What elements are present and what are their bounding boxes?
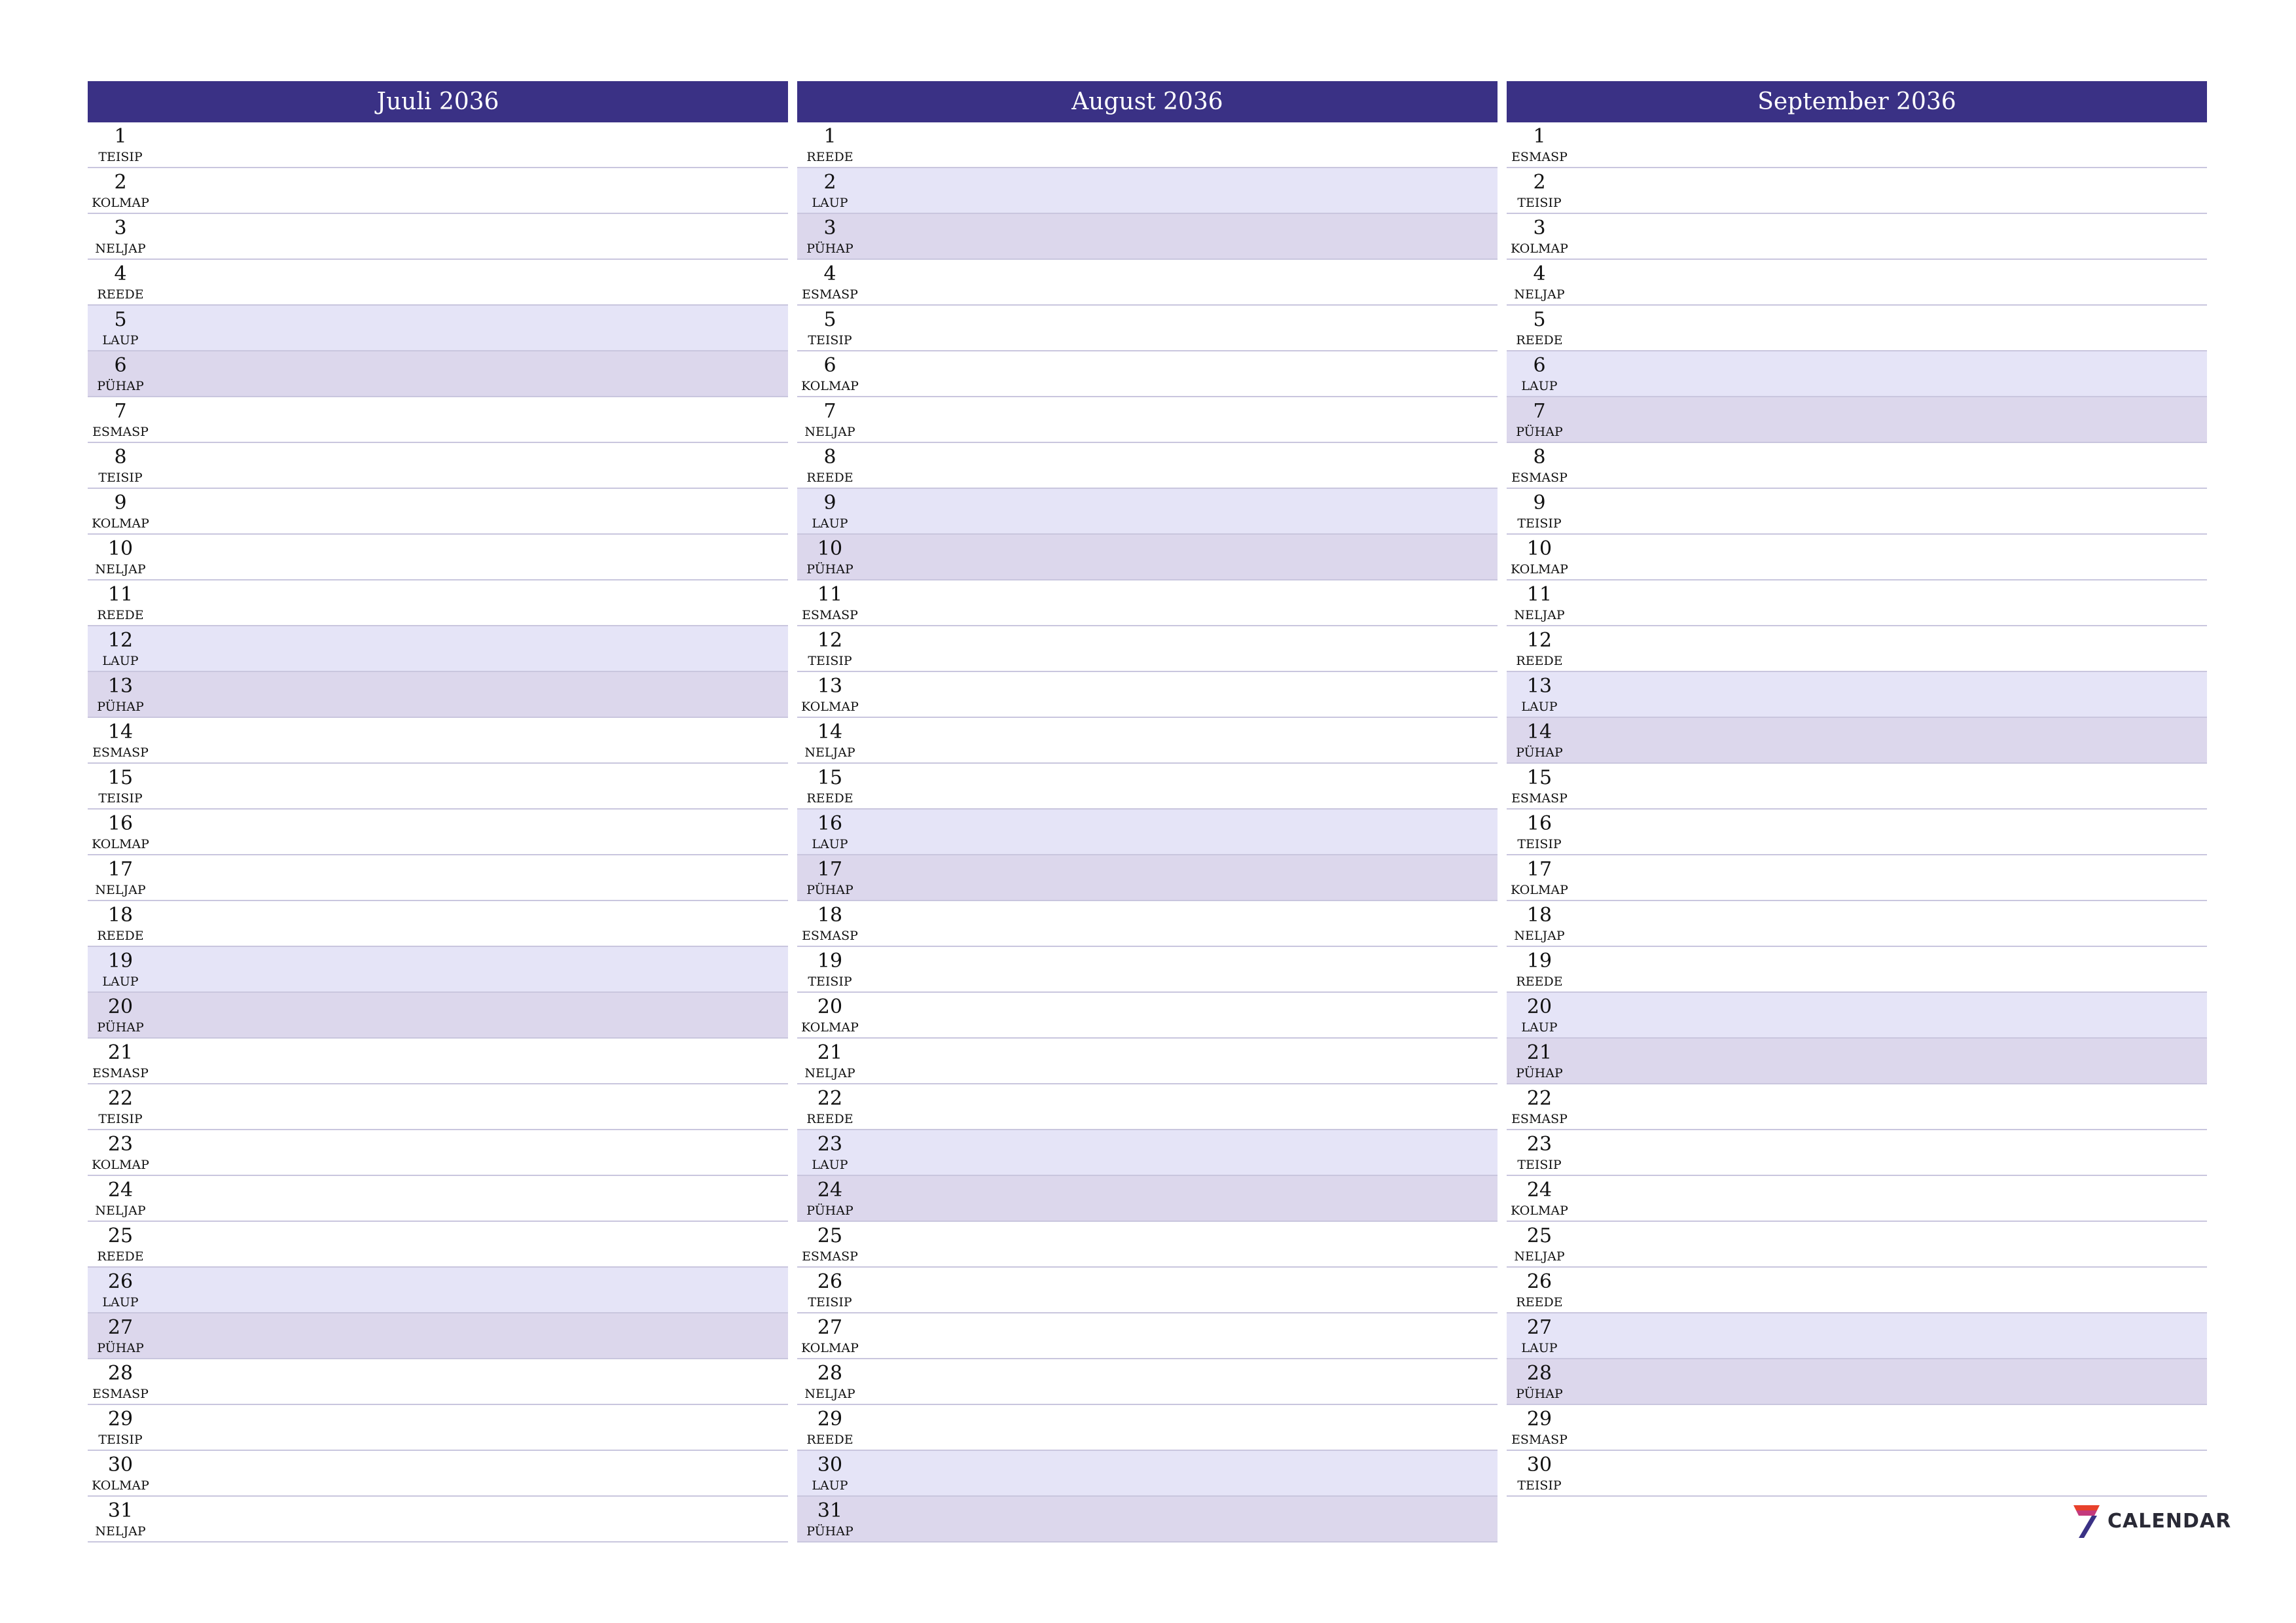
day-number: 10 xyxy=(107,537,134,560)
day-row xyxy=(1507,580,2207,626)
day-number: 18 xyxy=(1526,904,1552,927)
day-row xyxy=(1507,306,2207,351)
day-number: 22 xyxy=(1526,1087,1552,1110)
weekday-label: NELJAP xyxy=(1514,287,1565,302)
weekday-label: KOLMAP xyxy=(92,1478,149,1493)
day-row xyxy=(88,901,788,947)
weekday-label: KOLMAP xyxy=(801,1341,859,1355)
day-number: 23 xyxy=(817,1133,843,1156)
day-row xyxy=(88,1497,788,1543)
weekday-label: TEISIP xyxy=(808,1295,852,1310)
day-row xyxy=(88,122,788,168)
day-number: 11 xyxy=(107,583,134,606)
weekday-label: REEDE xyxy=(1516,654,1563,668)
day-row xyxy=(88,443,788,489)
day-list xyxy=(1507,122,2207,1497)
weekday-label: ESMASP xyxy=(92,745,149,760)
day-row xyxy=(1507,993,2207,1039)
day-row xyxy=(1507,351,2207,397)
day-row xyxy=(797,580,1498,626)
day-number: 31 xyxy=(107,1499,134,1522)
weekday-label: ESMASP xyxy=(802,608,858,622)
brand-logo xyxy=(2071,1503,2231,1539)
day-number: 21 xyxy=(817,1041,843,1064)
weekday-label: TEISIP xyxy=(98,1433,143,1447)
day-row xyxy=(88,1268,788,1313)
weekday-label: KOLMAP xyxy=(801,700,859,714)
day-row xyxy=(1507,1176,2207,1222)
day-number: 15 xyxy=(107,766,134,789)
day-number: 9 xyxy=(1533,491,1546,514)
day-number: 13 xyxy=(107,675,134,698)
day-list xyxy=(88,122,788,1543)
day-number: 1 xyxy=(1533,125,1546,148)
day-number: 28 xyxy=(817,1362,843,1385)
day-number: 29 xyxy=(107,1408,134,1431)
weekday-label: ESMASP xyxy=(802,1249,858,1264)
day-number: 27 xyxy=(107,1316,134,1339)
day-number: 2 xyxy=(114,171,127,194)
day-row xyxy=(88,260,788,306)
weekday-label: LAUP xyxy=(102,333,139,348)
day-row xyxy=(88,764,788,810)
day-row xyxy=(88,1084,788,1130)
weekday-label: PÜHAP xyxy=(97,700,144,714)
day-number: 9 xyxy=(823,491,836,514)
day-number: 30 xyxy=(1526,1454,1552,1476)
day-row xyxy=(1507,443,2207,489)
weekday-label: PÜHAP xyxy=(806,562,853,577)
day-row xyxy=(1507,260,2207,306)
weekday-label: REEDE xyxy=(806,471,853,485)
day-row xyxy=(1507,1084,2207,1130)
weekday-label: NELJAP xyxy=(1514,929,1565,943)
weekday-label: TEISIP xyxy=(808,974,852,989)
day-number: 19 xyxy=(1526,950,1552,972)
day-row xyxy=(797,168,1498,214)
weekday-label: KOLMAP xyxy=(92,1158,149,1172)
day-number: 10 xyxy=(1526,537,1552,560)
day-number: 20 xyxy=(107,995,134,1018)
day-number: 27 xyxy=(1526,1316,1552,1339)
weekday-label: ESMASP xyxy=(1511,471,1568,485)
day-row xyxy=(797,1084,1498,1130)
day-number: 5 xyxy=(114,308,127,331)
weekday-label: ESMASP xyxy=(92,425,149,439)
day-number: 4 xyxy=(1533,262,1546,285)
day-row xyxy=(1507,1405,2207,1451)
day-row xyxy=(797,260,1498,306)
day-number: 11 xyxy=(817,583,843,606)
day-number: 14 xyxy=(817,721,843,743)
day-row xyxy=(1507,168,2207,214)
weekday-label: NELJAP xyxy=(95,883,146,897)
weekday-label: LAUP xyxy=(812,196,848,210)
day-number: 3 xyxy=(823,217,836,240)
weekday-label: NELJAP xyxy=(95,562,146,577)
weekday-label: PÜHAP xyxy=(806,241,853,256)
weekday-label: TEISIP xyxy=(1517,837,1562,851)
weekday-label: NELJAP xyxy=(95,241,146,256)
day-row xyxy=(88,397,788,443)
day-number: 19 xyxy=(817,950,843,972)
day-number: 11 xyxy=(1526,583,1552,606)
day-row xyxy=(88,626,788,672)
day-number: 25 xyxy=(107,1224,134,1247)
day-number: 17 xyxy=(107,858,134,881)
weekday-label: TEISIP xyxy=(808,333,852,348)
day-row xyxy=(797,1359,1498,1405)
day-row xyxy=(1507,718,2207,764)
month-column-august xyxy=(797,81,1498,1544)
day-row xyxy=(88,810,788,855)
day-number: 2 xyxy=(823,171,836,194)
day-number: 3 xyxy=(114,217,127,240)
weekday-label: REEDE xyxy=(97,287,144,302)
day-row xyxy=(797,947,1498,993)
weekday-label: ESMASP xyxy=(802,929,858,943)
month-column-july xyxy=(88,81,788,1544)
day-row xyxy=(797,443,1498,489)
weekday-label: LAUP xyxy=(812,837,848,851)
weekday-label: ESMASP xyxy=(802,287,858,302)
weekday-label: LAUP xyxy=(1521,1020,1558,1035)
month-header: Juuli 2036 xyxy=(88,81,788,122)
day-row xyxy=(797,1176,1498,1222)
weekday-label: LAUP xyxy=(812,1158,848,1172)
day-number: 29 xyxy=(817,1408,843,1431)
day-row xyxy=(797,535,1498,580)
weekday-label: PÜHAP xyxy=(1516,425,1563,439)
day-row xyxy=(1507,810,2207,855)
weekday-label: PÜHAP xyxy=(806,1524,853,1539)
day-row xyxy=(1507,1039,2207,1084)
day-row xyxy=(88,168,788,214)
day-number: 4 xyxy=(823,262,836,285)
day-row xyxy=(1507,489,2207,535)
day-number: 13 xyxy=(817,675,843,698)
day-row xyxy=(1507,1451,2207,1497)
day-row xyxy=(88,535,788,580)
day-row xyxy=(88,351,788,397)
day-number: 24 xyxy=(1526,1179,1552,1202)
day-row xyxy=(88,489,788,535)
day-number: 22 xyxy=(107,1087,134,1110)
day-row xyxy=(1507,1313,2207,1359)
day-row xyxy=(797,214,1498,260)
weekday-label: NELJAP xyxy=(804,425,855,439)
day-number: 16 xyxy=(1526,812,1552,835)
weekday-label: REEDE xyxy=(97,608,144,622)
weekday-label: PÜHAP xyxy=(806,883,853,897)
day-row xyxy=(88,1130,788,1176)
day-row xyxy=(88,214,788,260)
day-row xyxy=(1507,1130,2207,1176)
day-row xyxy=(797,993,1498,1039)
day-row xyxy=(797,901,1498,947)
day-row xyxy=(1507,1268,2207,1313)
day-number: 7 xyxy=(114,400,127,423)
day-row xyxy=(797,489,1498,535)
day-number: 6 xyxy=(114,354,127,377)
day-number: 17 xyxy=(817,858,843,881)
weekday-label: PÜHAP xyxy=(806,1204,853,1218)
weekday-label: TEISIP xyxy=(1517,196,1562,210)
weekday-label: KOLMAP xyxy=(92,837,149,851)
day-row xyxy=(88,580,788,626)
day-number: 19 xyxy=(107,950,134,972)
weekday-label: NELJAP xyxy=(1514,608,1565,622)
day-number: 16 xyxy=(107,812,134,835)
weekday-label: REEDE xyxy=(97,929,144,943)
weekday-label: LAUP xyxy=(812,516,848,531)
day-number: 29 xyxy=(1526,1408,1552,1431)
day-row xyxy=(797,1039,1498,1084)
weekday-label: REEDE xyxy=(806,150,853,164)
weekday-label: LAUP xyxy=(102,654,139,668)
day-row xyxy=(1507,672,2207,718)
day-row xyxy=(1507,214,2207,260)
weekday-label: KOLMAP xyxy=(1511,1204,1568,1218)
day-number: 12 xyxy=(1526,629,1552,652)
weekday-label: KOLMAP xyxy=(1511,562,1568,577)
weekday-label: NELJAP xyxy=(804,1387,855,1401)
day-number: 15 xyxy=(817,766,843,789)
day-number: 21 xyxy=(107,1041,134,1064)
day-list xyxy=(797,122,1498,1543)
weekday-label: KOLMAP xyxy=(92,196,149,210)
day-row xyxy=(1507,535,2207,580)
day-row xyxy=(797,1405,1498,1451)
weekday-label: NELJAP xyxy=(95,1204,146,1218)
day-number: 10 xyxy=(817,537,843,560)
day-row xyxy=(88,855,788,901)
weekday-label: TEISIP xyxy=(1517,1158,1562,1172)
day-number: 28 xyxy=(1526,1362,1552,1385)
day-number: 25 xyxy=(817,1224,843,1247)
day-number: 21 xyxy=(1526,1041,1552,1064)
weekday-label: PÜHAP xyxy=(1516,1066,1563,1080)
weekday-label: TEISIP xyxy=(1517,516,1562,531)
calendar-months xyxy=(88,81,2208,1544)
day-row xyxy=(1507,397,2207,443)
month-header: August 2036 xyxy=(797,81,1498,122)
weekday-label: NELJAP xyxy=(1514,1249,1565,1264)
weekday-label: REEDE xyxy=(1516,333,1563,348)
day-number: 12 xyxy=(817,629,843,652)
day-number: 26 xyxy=(817,1270,843,1293)
day-row xyxy=(88,306,788,351)
seven-logo-icon xyxy=(2071,1503,2102,1539)
day-number: 20 xyxy=(1526,995,1552,1018)
day-number: 27 xyxy=(817,1316,843,1339)
weekday-label: TEISIP xyxy=(808,654,852,668)
day-row xyxy=(88,993,788,1039)
day-row xyxy=(1507,1222,2207,1268)
weekday-label: PÜHAP xyxy=(97,379,144,393)
day-number: 22 xyxy=(817,1087,843,1110)
day-row xyxy=(797,764,1498,810)
day-row xyxy=(797,810,1498,855)
day-number: 24 xyxy=(817,1179,843,1202)
day-row xyxy=(1507,122,2207,168)
day-row xyxy=(88,1039,788,1084)
day-row xyxy=(1507,947,2207,993)
day-row xyxy=(88,1176,788,1222)
weekday-label: NELJAP xyxy=(804,1066,855,1080)
weekday-label: REEDE xyxy=(806,791,853,806)
day-number: 20 xyxy=(817,995,843,1018)
day-row xyxy=(88,718,788,764)
day-number: 2 xyxy=(1533,171,1546,194)
day-number: 26 xyxy=(107,1270,134,1293)
weekday-label: REEDE xyxy=(806,1112,853,1126)
day-row xyxy=(797,672,1498,718)
day-row xyxy=(88,947,788,993)
month-header: September 2036 xyxy=(1507,81,2207,122)
weekday-label: KOLMAP xyxy=(1511,883,1568,897)
day-number: 30 xyxy=(107,1454,134,1476)
day-number: 15 xyxy=(1526,766,1552,789)
day-number: 14 xyxy=(1526,721,1552,743)
weekday-label: LAUP xyxy=(1521,379,1558,393)
day-row xyxy=(797,1130,1498,1176)
day-number: 17 xyxy=(1526,858,1552,881)
day-row xyxy=(797,1222,1498,1268)
day-number: 23 xyxy=(1526,1133,1552,1156)
day-row xyxy=(797,122,1498,168)
weekday-label: ESMASP xyxy=(1511,1433,1568,1447)
day-row xyxy=(797,718,1498,764)
day-number: 8 xyxy=(823,446,836,469)
weekday-label: KOLMAP xyxy=(92,516,149,531)
day-row xyxy=(88,1313,788,1359)
weekday-label: LAUP xyxy=(812,1478,848,1493)
day-number: 3 xyxy=(1533,217,1546,240)
day-number: 6 xyxy=(1533,354,1546,377)
weekday-label: TEISIP xyxy=(98,791,143,806)
day-row xyxy=(1507,764,2207,810)
day-number: 7 xyxy=(1533,400,1546,423)
day-number: 24 xyxy=(107,1179,134,1202)
day-row xyxy=(797,1268,1498,1313)
day-number: 5 xyxy=(823,308,836,331)
weekday-label: NELJAP xyxy=(804,745,855,760)
day-row xyxy=(797,1313,1498,1359)
day-row xyxy=(88,1359,788,1405)
weekday-label: NELJAP xyxy=(95,1524,146,1539)
weekday-label: ESMASP xyxy=(1511,791,1568,806)
day-number: 30 xyxy=(817,1454,843,1476)
day-number: 26 xyxy=(1526,1270,1552,1293)
day-number: 25 xyxy=(1526,1224,1552,1247)
day-number: 6 xyxy=(823,354,836,377)
weekday-label: REEDE xyxy=(1516,974,1563,989)
weekday-label: TEISIP xyxy=(98,150,143,164)
weekday-label: PÜHAP xyxy=(97,1020,144,1035)
day-number: 5 xyxy=(1533,308,1546,331)
weekday-label: TEISIP xyxy=(98,471,143,485)
weekday-label: REEDE xyxy=(806,1433,853,1447)
day-row xyxy=(797,306,1498,351)
weekday-label: LAUP xyxy=(102,974,139,989)
weekday-label: TEISIP xyxy=(1517,1478,1562,1493)
day-row xyxy=(88,1451,788,1497)
weekday-label: PÜHAP xyxy=(97,1341,144,1355)
day-number: 13 xyxy=(1526,675,1552,698)
day-number: 16 xyxy=(817,812,843,835)
weekday-label: LAUP xyxy=(1521,700,1558,714)
brand-text: CALENDAR xyxy=(2108,1509,2232,1533)
day-row xyxy=(797,1497,1498,1543)
weekday-label: ESMASP xyxy=(1511,1112,1568,1126)
day-row xyxy=(88,1405,788,1451)
weekday-label: KOLMAP xyxy=(801,379,859,393)
month-column-september xyxy=(1507,81,2207,1544)
day-row xyxy=(797,397,1498,443)
day-number: 18 xyxy=(107,904,134,927)
weekday-label: PÜHAP xyxy=(1516,745,1563,760)
day-number: 1 xyxy=(114,125,127,148)
day-row xyxy=(797,1451,1498,1497)
day-number: 7 xyxy=(823,400,836,423)
day-number: 12 xyxy=(107,629,134,652)
day-row xyxy=(1507,1359,2207,1405)
day-row xyxy=(1507,901,2207,947)
weekday-label: LAUP xyxy=(102,1295,139,1310)
weekday-label: ESMASP xyxy=(92,1066,149,1080)
day-number: 8 xyxy=(1533,446,1546,469)
day-number: 4 xyxy=(114,262,127,285)
day-row xyxy=(797,855,1498,901)
day-row xyxy=(88,672,788,718)
weekday-label: ESMASP xyxy=(92,1387,149,1401)
day-number: 9 xyxy=(114,491,127,514)
day-number: 28 xyxy=(107,1362,134,1385)
day-number: 31 xyxy=(817,1499,843,1522)
day-number: 18 xyxy=(817,904,843,927)
day-row xyxy=(797,351,1498,397)
weekday-label: ESMASP xyxy=(1511,150,1568,164)
day-row xyxy=(797,626,1498,672)
day-number: 23 xyxy=(107,1133,134,1156)
weekday-label: KOLMAP xyxy=(1511,241,1568,256)
weekday-label: TEISIP xyxy=(98,1112,143,1126)
day-row xyxy=(1507,626,2207,672)
weekday-label: LAUP xyxy=(1521,1341,1558,1355)
weekday-label: KOLMAP xyxy=(801,1020,859,1035)
weekday-label: PÜHAP xyxy=(1516,1387,1563,1401)
day-number: 14 xyxy=(107,721,134,743)
weekday-label: REEDE xyxy=(97,1249,144,1264)
day-number: 1 xyxy=(823,125,836,148)
day-number: 8 xyxy=(114,446,127,469)
weekday-label: REEDE xyxy=(1516,1295,1563,1310)
day-row xyxy=(88,1222,788,1268)
day-row xyxy=(1507,855,2207,901)
